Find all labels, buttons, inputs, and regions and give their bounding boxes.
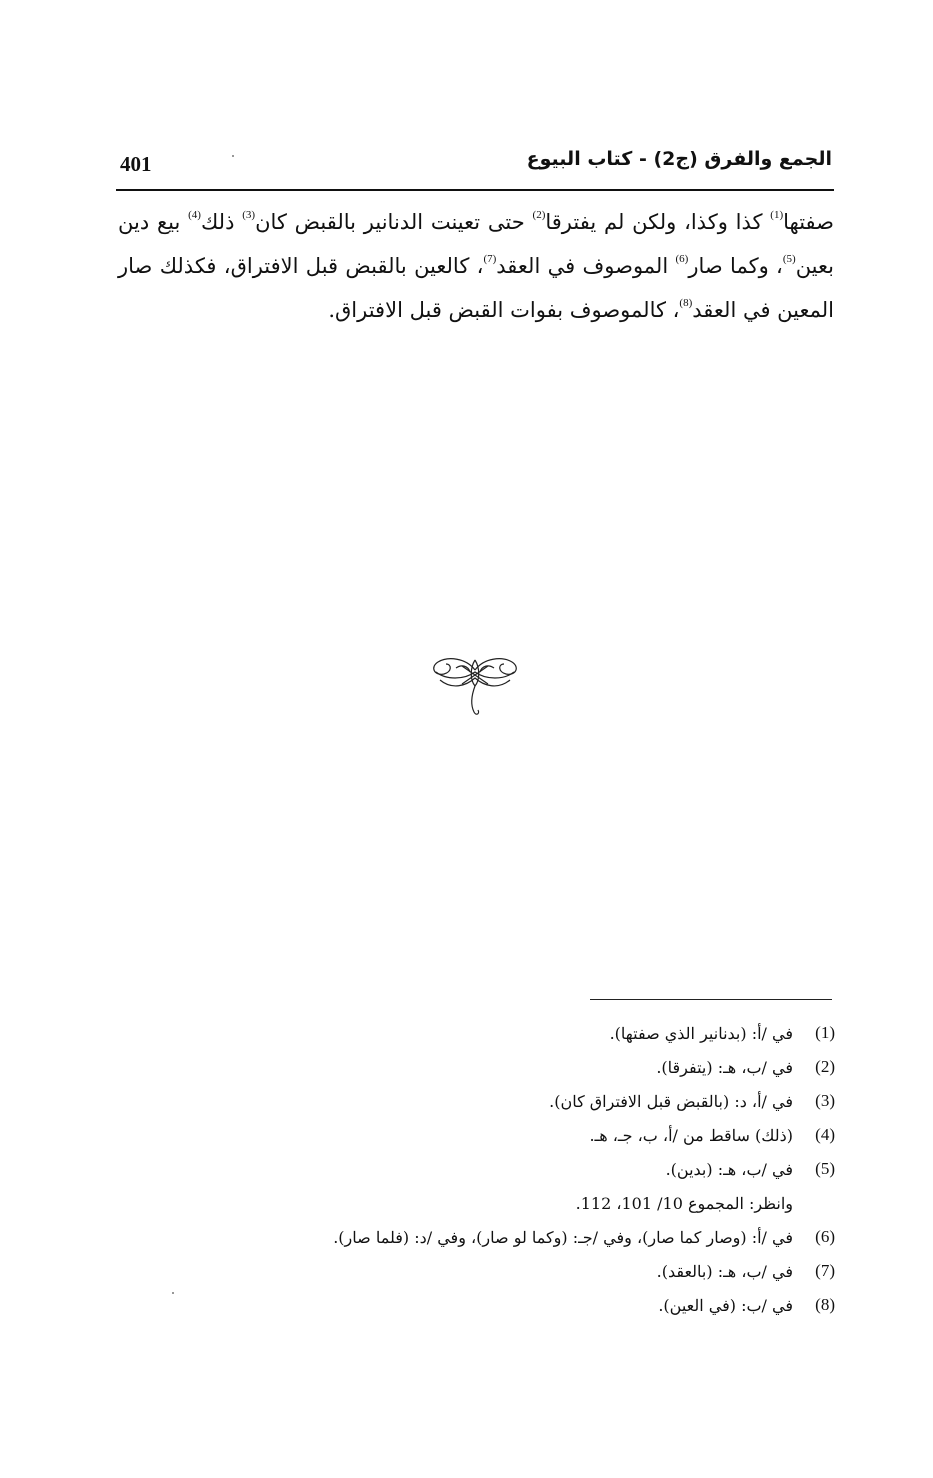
footnote-marker: (2) [532, 209, 546, 221]
footnote-separator [590, 999, 832, 1000]
scan-speck [232, 155, 234, 157]
footnote-number: (6) [815, 1227, 835, 1246]
footnote-text: في /ب: (في العين). [658, 1295, 793, 1315]
footnote-6 [130, 1220, 835, 1254]
footnote-number: (8) [815, 1295, 835, 1314]
footnote-5-continuation [130, 1186, 835, 1220]
footnote-marker: (8) [679, 297, 693, 309]
body-text-run: صفتها [783, 210, 834, 234]
body-text-run: حتى تعينت الدنانير بالقبض كان [255, 210, 533, 234]
footnote-marker: (3) [242, 209, 256, 221]
footnote-text: في /ب، هـ: (يتفرقا). [656, 1057, 793, 1077]
header-rule [116, 189, 834, 191]
footnote-number: (3) [815, 1091, 835, 1110]
footnote-marker: (6) [675, 253, 689, 265]
footnote-7 [130, 1254, 835, 1288]
footnote-8 [130, 1288, 835, 1322]
body-text-run: كذا وكذا، ولكن لم يفترقا [545, 210, 771, 234]
footnote-text: (ذلك) ساقط من /أ، ب، جـ، هـ. [589, 1125, 793, 1145]
footnote-marker: (1) [770, 209, 784, 221]
footnote-number: (1) [815, 1023, 835, 1042]
footnote-text: في /أ، د: (بالقبض قبل الافتراق كان). [549, 1091, 793, 1111]
footnote-text: في /أ: (بدنانير الذي صفتها). [609, 1023, 793, 1043]
running-title: الجمع والفرق (ج2) - كتاب البيوع [526, 148, 832, 170]
footnote-number: (2) [815, 1057, 835, 1076]
body-text-run: ذلك [200, 210, 243, 234]
footnote-2 [130, 1050, 835, 1084]
body-paragraph [118, 200, 834, 332]
footnote-number: (5) [815, 1159, 835, 1178]
decorative-ornament-icon [426, 650, 524, 720]
footnote-text: في /ب، هـ: (بدين). [665, 1159, 793, 1179]
scan-speck [172, 1292, 174, 1294]
body-text-run: ، وكما صار [688, 254, 783, 278]
footnote-text: في /ب، هـ: (بالعقد). [656, 1261, 793, 1281]
footnote-marker: (5) [782, 253, 796, 265]
footnote-number: (4) [815, 1125, 835, 1144]
footnote-marker: (4) [188, 209, 201, 221]
page-number: 401 [120, 152, 152, 176]
footnote-3 [130, 1084, 835, 1118]
body-text-run: بيع دين بعين [118, 210, 834, 278]
footnote-marker: (7) [483, 253, 497, 265]
page-header [120, 148, 832, 190]
footnotes-list [130, 1016, 835, 1322]
footnote-1 [130, 1016, 835, 1050]
footnote-text: في /أ: (وصار كما صار)، وفي /جـ: (وكما لو صار)، وفي /د: (فلما صار). [333, 1227, 793, 1247]
body-text-run: الموصوف في العقد [496, 254, 676, 278]
body-text-run: ، كالموصوف بفوات القبض قبل الافتراق. [328, 298, 680, 322]
body-text-run: ، كالعين بالقبض قبل الافتراق، فكذلك صار المعين في العقد [118, 254, 834, 322]
footnote-5 [130, 1152, 835, 1186]
footnote-text: وانظر: المجموع 10/ 101، 112. [575, 1193, 793, 1213]
footnote-number: (7) [815, 1261, 835, 1280]
footnote-4 [130, 1118, 835, 1152]
